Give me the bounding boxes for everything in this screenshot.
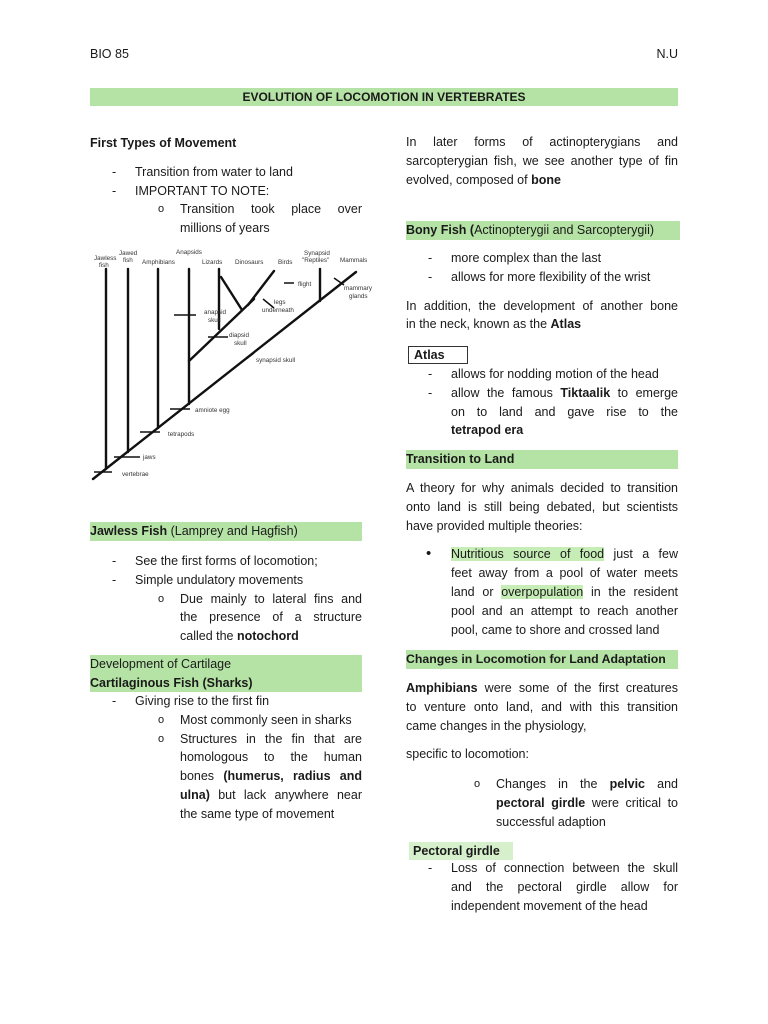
trait-diapsid-skull: skull <box>234 340 247 347</box>
trait-jaws: jaws <box>143 454 156 461</box>
list-item-cont: on to land and gave rise to the <box>451 404 678 419</box>
sub-list-item-cont: ulna) but lack anywhere near <box>180 787 362 802</box>
paragraph-line: in the neck, known as the Atlas <box>406 317 582 332</box>
transition-heading: Transition to Land <box>406 450 678 469</box>
clado-label-dinosaurs: Dinosaurs <box>235 259 264 266</box>
bullet-item-cont: feet away from a pool of water meets <box>451 566 678 581</box>
paragraph-line: evolved, composed of bone <box>406 172 561 187</box>
trait-mammary-glands: glands <box>349 293 368 300</box>
bullet-item-cont: land or overpopulation in the resident <box>451 584 678 599</box>
trait-mammary: mammary <box>344 285 372 292</box>
paragraph-line: A theory for why animals decided to transition <box>406 481 678 495</box>
left-column <box>90 134 362 238</box>
pectoral-heading: Pectoral girdle <box>409 842 513 860</box>
paragraph-line: specific to locomotion: <box>406 747 529 762</box>
clado-label-jawless-fish: fish <box>99 262 109 269</box>
jawless-section <box>90 522 362 646</box>
sub-list-item-cont: the presence of a structure <box>180 610 362 625</box>
sub-list-item: o Transition took place over <box>158 202 362 217</box>
trait-anapsid: anapsid <box>204 309 227 316</box>
page-title: EVOLUTION OF LOCOMOTION IN VERTEBRATES <box>90 88 678 106</box>
sub-list-item: o Due mainly to lateral fins and <box>158 591 362 606</box>
clado-label-synapsid: Synapsid <box>304 250 330 257</box>
list-item: - allows for more flexibility of the wrist <box>428 269 651 284</box>
changes-heading: Changes in Locomotion for Land Adaptation <box>406 650 678 669</box>
bullet-item-cont: pool and an attempt to reach another <box>451 603 678 618</box>
sub-list-item-cont: bones (humerus, radius and <box>180 769 363 784</box>
list-item-cont: and the pectoral girdle allow for <box>451 879 678 894</box>
clado-label-jawed-fish: fish <box>123 257 133 264</box>
clado-label-amphibians: Amphibians <box>142 259 175 266</box>
clado-label-anapsids: Anapsids <box>176 249 202 256</box>
list-item: - IMPORTANT TO NOTE: <box>112 183 270 198</box>
list-item: - Giving rise to the first fin <box>112 694 270 708</box>
trait-diapsid: diapsid <box>229 332 249 339</box>
trait-synapsid-skull: synapsid skull <box>256 357 296 364</box>
sub-list-item: o Changes in the pelvic and <box>474 777 678 792</box>
sub-list-item: o Structures in the fin that are <box>158 731 362 746</box>
paragraph-line: onto land is still being debated, but scientists <box>406 499 678 514</box>
trait-vertebrae: vertebrae <box>122 471 149 478</box>
paragraph-line: to venture onto land, and with this transition <box>406 699 678 714</box>
list-item: - allows for nodding motion of the head <box>428 367 659 381</box>
paragraph-line: Amphibians were some of the first creatures <box>406 681 678 695</box>
paragraph-line: In addition, the development of another bone <box>406 298 678 313</box>
list-item-cont: independent movement of the head <box>451 898 648 913</box>
clado-label-jawed: Jawed <box>119 250 138 257</box>
bullet-item: • Nutritious source of food just a few <box>426 545 678 563</box>
bony-fish-heading: Bony Fish (Actinopterygii and Sarcopterygii) <box>406 221 680 240</box>
list-item: - Simple undulatory movements <box>112 572 304 587</box>
cartilage-section <box>90 655 362 824</box>
clado-label-jawless: Jawless <box>94 255 117 262</box>
right-intro <box>406 133 678 189</box>
sub-list-item: o Most commonly seen in sharks <box>158 712 352 727</box>
jawless-heading: Jawless Fish (Lamprey and Hagfish) <box>90 522 362 541</box>
trait-legs: legs <box>274 299 286 306</box>
trait-anapsid-skull: skull <box>208 317 221 324</box>
trait-legs-underneath: underneath <box>262 307 294 314</box>
sub-list-item-cont: pectoral girdle were critical to <box>496 795 678 810</box>
list-item: - more complex than the last <box>428 251 602 265</box>
trait-amniote-egg: amniote egg <box>195 407 230 414</box>
paragraph-line: In later forms of actinopterygians and <box>406 135 678 149</box>
paragraph-line: have provided multiple theories: <box>406 518 583 533</box>
bullet-item-cont: pool, came to shore and crossed land <box>451 622 660 637</box>
paragraph-line: came changes in the physiology, <box>406 718 587 733</box>
bony-fish-section <box>406 221 678 334</box>
sub-list-item-cont: successful adaption <box>496 814 606 829</box>
trait-tetrapods: tetrapods <box>168 431 195 438</box>
clado-label-birds: Birds <box>278 259 293 266</box>
changes-section <box>406 650 678 832</box>
sub-list-item-cont: homologous to the human <box>180 750 362 765</box>
first-types-heading: First Types of Movement <box>90 136 237 150</box>
cladogram-diagram <box>88 245 376 485</box>
sub-list-item-cont: called the notochord <box>180 629 299 644</box>
sub-list-item-cont: the same type of movement <box>180 806 335 821</box>
header-right: N.U <box>656 47 678 61</box>
transition-section <box>406 450 678 639</box>
pectoral-section <box>406 859 678 915</box>
list-item: - See the first forms of locomotion; <box>112 554 318 568</box>
trait-flight: flight <box>298 281 312 288</box>
list-item: - Transition from water to land <box>112 164 293 179</box>
list-item: - Loss of connection between the skull <box>428 861 678 875</box>
list-item: - allow the famous Tiktaalik to emerge <box>428 385 678 400</box>
paragraph-line: sarcopterygian fish, we see another type of fin <box>406 153 678 168</box>
clado-label-reptiles: "Reptiles" <box>302 257 330 264</box>
header-left: BIO 85 <box>90 47 129 61</box>
list-item-cont: tetrapod era <box>451 423 524 438</box>
cartilage-heading: Development of Cartilage Cartilaginous Fish (Sharks) <box>90 655 362 692</box>
clado-label-mammals: Mammals <box>340 257 368 264</box>
sub-list-item-cont: millions of years <box>180 221 270 236</box>
atlas-label-box: Atlas <box>408 346 468 364</box>
clado-label-lizards: Lizards <box>202 259 223 266</box>
atlas-section <box>406 365 678 440</box>
